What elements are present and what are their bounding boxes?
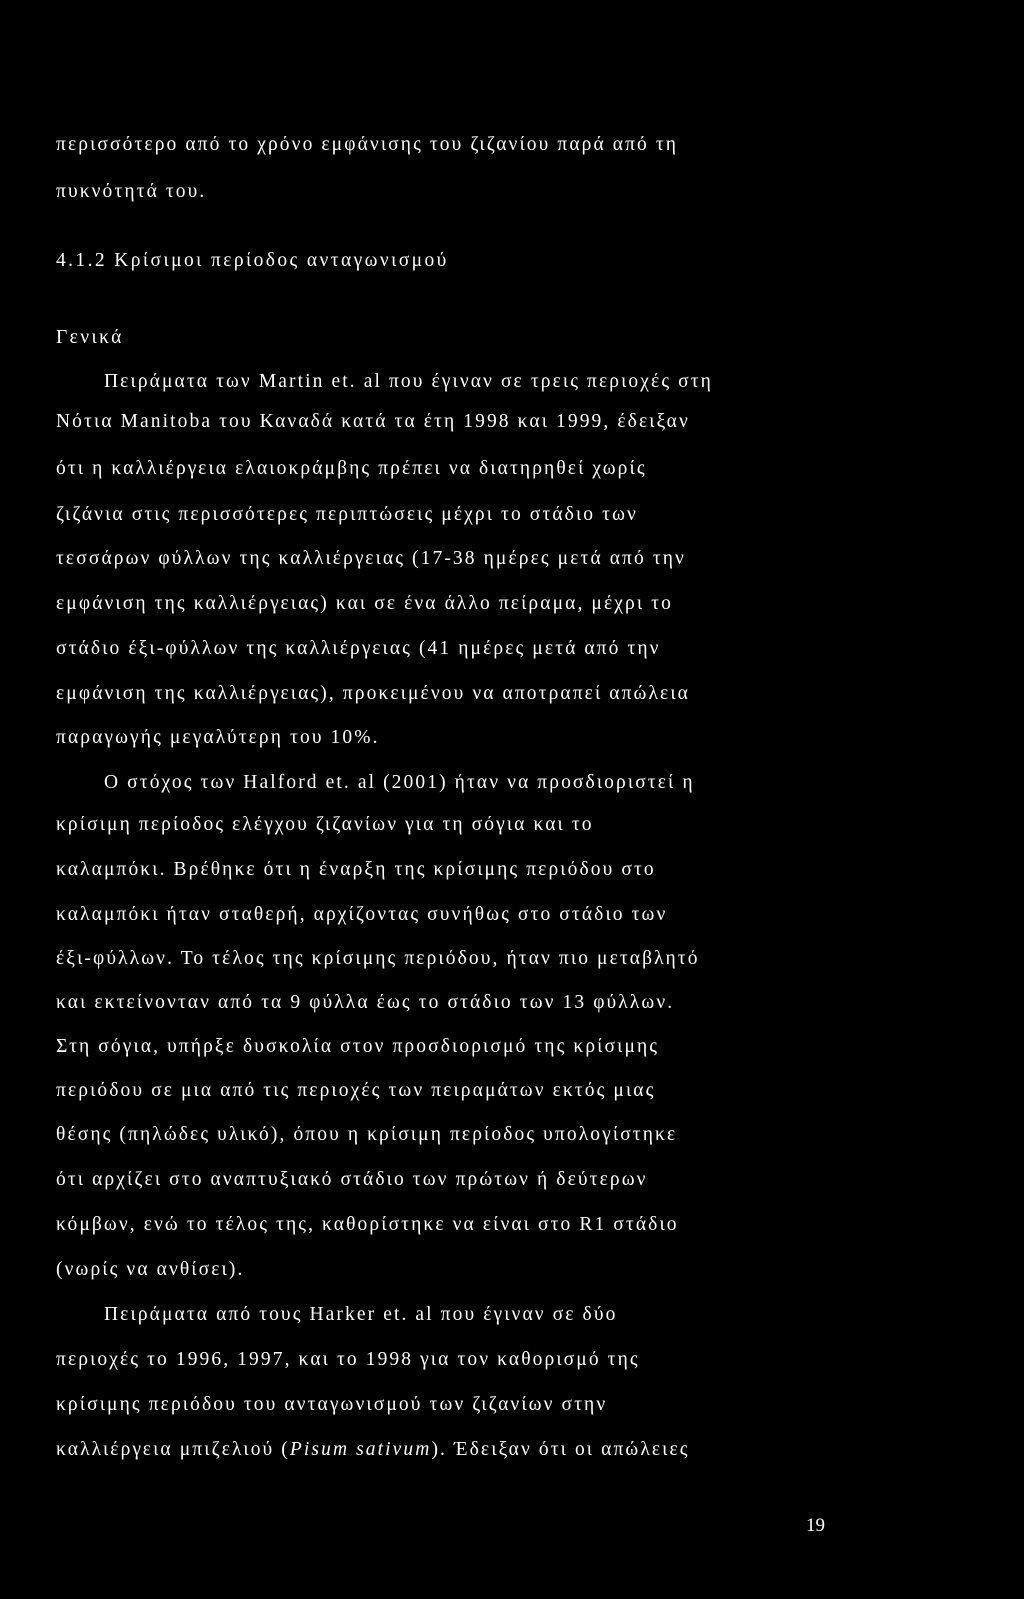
text-line: εμφάνιση της καλλιέργειας) και σε ένα άλλο πείραμα, μέχρι το	[56, 593, 673, 614]
text-line: εμφάνιση της καλλιέργειας), προκειμένου να αποτραπεί απώλεια	[56, 683, 690, 704]
text-segment: ). Έδειξαν ότι οι απώλειες	[431, 1439, 690, 1460]
text-line: κρίσιμης περιόδου του ανταγωνισμού των ζιζανίων στην	[56, 1394, 608, 1415]
text-line: έξι-φύλλων. Το τέλος της κρίσιμης περιόδου, ήταν πιο μεταβλητό	[56, 948, 700, 969]
text-line: Πειράματα από τους Harker et. al που έγιναν σε δύο	[104, 1304, 618, 1325]
section-heading: 4.1.2 Κρίσιμοι περίοδος ανταγωνισμού	[56, 250, 449, 271]
text-line: (νωρίς να ανθίσει).	[56, 1259, 245, 1280]
page-number: 19	[806, 1515, 825, 1536]
text-line: καλαμπόκι. Βρέθηκε ότι η έναρξη της κρίσιμης περιόδου στο	[56, 859, 656, 880]
text-line: στάδιο έξι-φύλλων της καλλιέργειας (41 ημέρες μετά από την	[56, 638, 661, 659]
text-line: περιόδου σε μια από τις περιοχές των πειραμάτων εκτός μιας	[56, 1080, 656, 1101]
text-line: ζιζάνια στις περισσότερες περιπτώσεις μέχρι το στάδιο των	[56, 504, 638, 525]
text-line: κρίσιμη περίοδος ελέγχου ζιζανίων για τη σόγια και το	[56, 814, 594, 835]
text-line: Νότια Manitoba του Καναδά κατά τα έτη 1998 και 1999, έδειξαν	[56, 411, 690, 432]
subsection-heading: Γενικά	[56, 327, 124, 348]
text-line: και εκτείνονταν από τα 9 φύλλα έως το στάδιο των 13 φύλλων.	[56, 992, 675, 1013]
text-line: περισσότερο από το χρόνο εμφάνισης του ζιζανίου παρά από τη	[56, 134, 679, 155]
text-line: παραγωγής μεγαλύτερη του 10%.	[56, 727, 380, 748]
text-segment: καλλιέργεια μπιζελιού (	[56, 1439, 290, 1460]
text-line: πυκνότητά του.	[56, 181, 207, 202]
text-line: ότι αρχίζει στο αναπτυξιακό στάδιο των πρώτων ή δεύτερων	[56, 1169, 648, 1190]
text-line-with-italic	[56, 1440, 838, 1460]
text-line: κόμβων, ενώ το τέλος της, καθορίστηκε να είναι στο R1 στάδιο	[56, 1214, 679, 1235]
text-line: ότι η καλλιέργεια ελαιοκράμβης πρέπει να διατηρηθεί χωρίς	[56, 458, 647, 479]
text-line: Πειράματα των Martin et. al που έγιναν σε τρεις περιοχές στη	[104, 371, 713, 392]
text-line: καλαμπόκι ήταν σταθερή, αρχίζοντας συνήθως στο στάδιο των	[56, 904, 668, 925]
text-line: Ο στόχος των Halford et. al (2001) ήταν να προσδιοριστεί η	[104, 772, 695, 793]
text-line: περιοχές το 1996, 1997, και το 1998 για τον καθορισμό της	[56, 1349, 640, 1370]
text-line: Στη σόγια, υπήρξε δυσκολία στον προσδιορισμό της κρίσιμης	[56, 1036, 660, 1057]
text-line: τεσσάρων φύλλων της καλλιέργειας (17-38 ημέρες μετά από την	[56, 548, 686, 569]
text-line: θέσης (πηλώδες υλικό), όπου η κρίσιμη περίοδος υπολογίστηκε	[56, 1124, 678, 1145]
species-name-italic: Pisum sativum	[289, 1439, 432, 1460]
